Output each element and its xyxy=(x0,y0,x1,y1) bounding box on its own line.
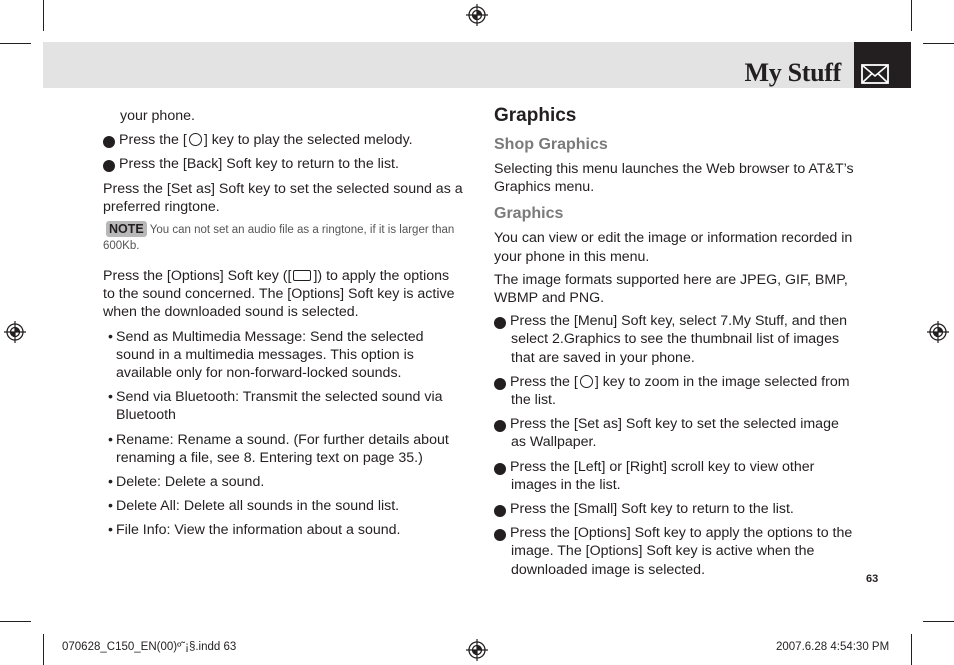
crop-mark xyxy=(911,634,912,665)
crop-mark xyxy=(0,43,31,44)
step-number: 5 xyxy=(494,505,506,517)
section-heading: Graphics xyxy=(494,105,577,126)
list-item: • Send as Multimedia Message: Send the selected sound in a multimedia messages. This option is available only for non-forward-locked sounds. xyxy=(108,328,424,382)
footer-timestamp: 2007.6.28 4:54:30 PM xyxy=(776,641,890,653)
note-text: You can not set an audio file as a ringtone, if it is larger than 600Kb. xyxy=(103,224,455,253)
step-number: 1 xyxy=(494,317,506,329)
crop-mark xyxy=(43,0,44,31)
crop-mark xyxy=(923,43,954,44)
crop-mark xyxy=(0,621,31,622)
ok-key-icon xyxy=(580,375,593,388)
registration-mark-icon xyxy=(466,4,488,26)
crop-mark xyxy=(911,0,912,31)
envelope-icon xyxy=(861,64,889,84)
set-as-paragraph: Press the [Set as] Soft key to set the selected sound as a preferred ringtone. xyxy=(103,180,463,215)
crop-mark xyxy=(923,621,954,622)
step-number: 2 xyxy=(103,136,115,148)
header-band xyxy=(43,42,854,88)
list-item: • Send via Bluetooth: Transmit the selected sound via Bluetooth xyxy=(108,389,443,424)
left-column xyxy=(97,107,463,540)
note xyxy=(103,221,463,254)
subsection-heading: Graphics xyxy=(494,205,564,223)
page-title: My Stuff xyxy=(744,58,841,87)
ok-key-icon xyxy=(189,133,202,146)
registration-mark-icon xyxy=(4,321,26,343)
step-3: 3 Press the [Set as] Soft key to set the selected image as Wallpaper. xyxy=(488,416,839,451)
paragraph: Selecting this menu launches the Web browser to AT&T’s Graphics menu. xyxy=(494,161,854,196)
footer-filename: 070628_C150_EN(00)º˜¡§.indd 63 xyxy=(62,641,237,653)
step-3: 3 Press the [Back] Soft key to return to the list. xyxy=(97,156,399,173)
registration-mark-icon xyxy=(466,639,488,661)
list-item: • Delete: Delete a sound. xyxy=(108,474,265,491)
options-paragraph: Press the [Options] Soft key ([ ]) to apply the options to the sound concerned. The [Options] Soft key is active when the downloaded sound is selected. xyxy=(103,268,455,321)
soft-key-icon xyxy=(293,270,311,281)
step-number: 3 xyxy=(494,420,506,432)
subsection-heading: Shop Graphics xyxy=(494,136,608,153)
step-number: 4 xyxy=(494,463,506,475)
continued-line: your phone. xyxy=(120,108,195,124)
list-item: • Delete All: Delete all sounds in the sound list. xyxy=(108,498,400,515)
step-5: 5 Press the [Small] Soft key to return to the list. xyxy=(488,501,794,518)
registration-mark-icon xyxy=(927,321,949,343)
crop-mark xyxy=(43,634,44,665)
list-item: • Rename: Rename a sound. (For further details about renaming a file, see 8. Entering text on page 35.) xyxy=(108,431,449,466)
page-number: 63 xyxy=(866,573,879,585)
list-item: • File Info: View the information about a sound. xyxy=(108,522,401,539)
paragraph: The image formats supported here are JPEG, GIF, BMP, WBMP and PNG. xyxy=(494,271,848,307)
header-icon-box xyxy=(854,42,911,88)
note-badge: NOTE xyxy=(106,221,147,237)
step-number: 2 xyxy=(494,378,506,390)
step-2: 2 Press the [ ] key to zoom in the image selected from the list. xyxy=(488,373,850,409)
paragraph: You can view or edit the image or information recorded in your phone in this menu. xyxy=(494,230,853,265)
step-2: 2 Press the [ ] key to play the selected melody. xyxy=(97,132,413,149)
step-number: 6 xyxy=(494,529,506,541)
step-6: 6 Press the [Options] Soft key to apply the options to the image. The [Options] Soft key is active when the downloaded image is selected. xyxy=(488,525,853,578)
step-number: 3 xyxy=(103,160,115,172)
right-column xyxy=(488,105,854,579)
step-1: 1 Press the [Menu] Soft key, select 7.My Stuff, and then select 2.Graphics to see the thumbnail list of images that are saved in your phone. xyxy=(488,313,847,366)
step-4: 4 Press the [Left] or [Right] scroll key to view other images in the list. xyxy=(488,458,815,493)
